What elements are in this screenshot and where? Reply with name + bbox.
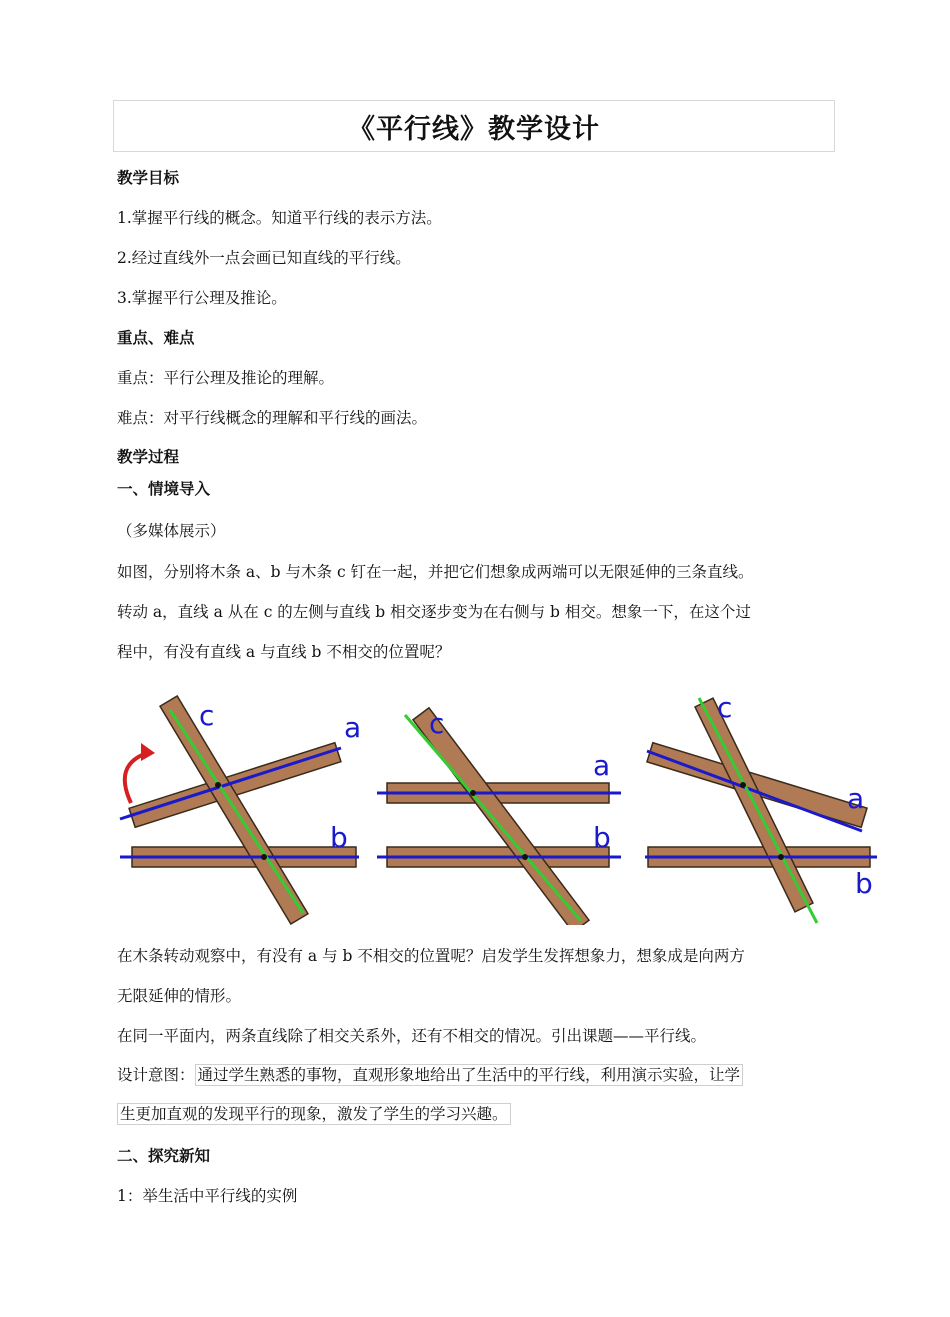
key-point: 重点：平行公理及推论的理解。: [117, 369, 335, 387]
design-intent-text-2: 生更加直观的发现平行的现象，激发了学生的学习兴趣。: [117, 1103, 511, 1125]
label-b-2: b: [593, 821, 611, 854]
para-line-3: 程中，有没有直线 a 与直线 b 不相交的位置呢？: [117, 643, 451, 661]
rotation-arrowhead: [141, 743, 155, 761]
design-intent-text-1: 通过学生熟悉的事物，直观形象地给出了生活中的平行线，利用演示实验，让学: [195, 1064, 744, 1086]
after-line-1: 在木条转动观察中，有没有 a 与 b 不相交的位置呢？启发学生发挥想象力，想象成是向两方: [117, 947, 745, 965]
design-intent-line-2: [117, 1102, 511, 1124]
label-c-3: c: [717, 695, 733, 724]
design-intent-line-1: [117, 1063, 743, 1085]
objective-2: 2.经过直线外一点会画已知直线的平行线。: [117, 249, 411, 267]
rotation-arrow: [125, 753, 147, 803]
rotating-sticks-figure: [117, 695, 877, 925]
label-a-3: a: [847, 782, 865, 815]
label-a-2: a: [593, 749, 611, 782]
label-b-3: b: [855, 867, 873, 900]
figure-panel-3: [645, 695, 877, 923]
design-intent-label: 设计意图：: [117, 1066, 195, 1084]
label-a-1: a: [344, 711, 362, 744]
objective-1: 1.掌握平行线的概念。知道平行线的表示方法。: [117, 209, 442, 227]
page-title: 《平行线》教学设计: [348, 113, 600, 145]
keypoints-heading: 重点、难点: [117, 329, 195, 347]
figure-panel-2: [377, 707, 621, 925]
after-line-3: 在同一平面内，两条直线除了相交关系外，还有不相交的情况。引出课题——平行线。: [117, 1027, 707, 1045]
para-line-1: 如图，分别将木条 a、b 与木条 c 钉在一起，并把它们想象成两端可以无限延伸的三条直线。: [117, 563, 754, 581]
label-b-1: b: [330, 821, 348, 854]
figure-panel-1: [120, 696, 361, 924]
difficult-point: 难点：对平行线概念的理解和平行线的画法。: [117, 409, 428, 427]
process-heading: 教学过程: [117, 448, 180, 466]
label-c-1: c: [199, 699, 215, 732]
media-note: （多媒体展示）: [117, 522, 226, 540]
section2-heading: 二、探究新知: [117, 1147, 211, 1165]
objectives-heading: 教学目标: [117, 169, 180, 187]
after-line-2: 无限延伸的情形。: [117, 987, 242, 1005]
objective-3: 3.掌握平行公理及推论。: [117, 289, 287, 307]
para-line-2: 转动 a，直线 a 从在 c 的左侧与直线 b 相交逐步变为在右侧与 b 相交。想象一下，在这个过: [117, 603, 751, 621]
section1-heading: 一、情境导入: [117, 480, 211, 498]
title-box: [113, 100, 835, 152]
label-c-2: c: [429, 707, 445, 740]
section2-item-1: 1：举生活中平行线的实例: [117, 1187, 298, 1205]
